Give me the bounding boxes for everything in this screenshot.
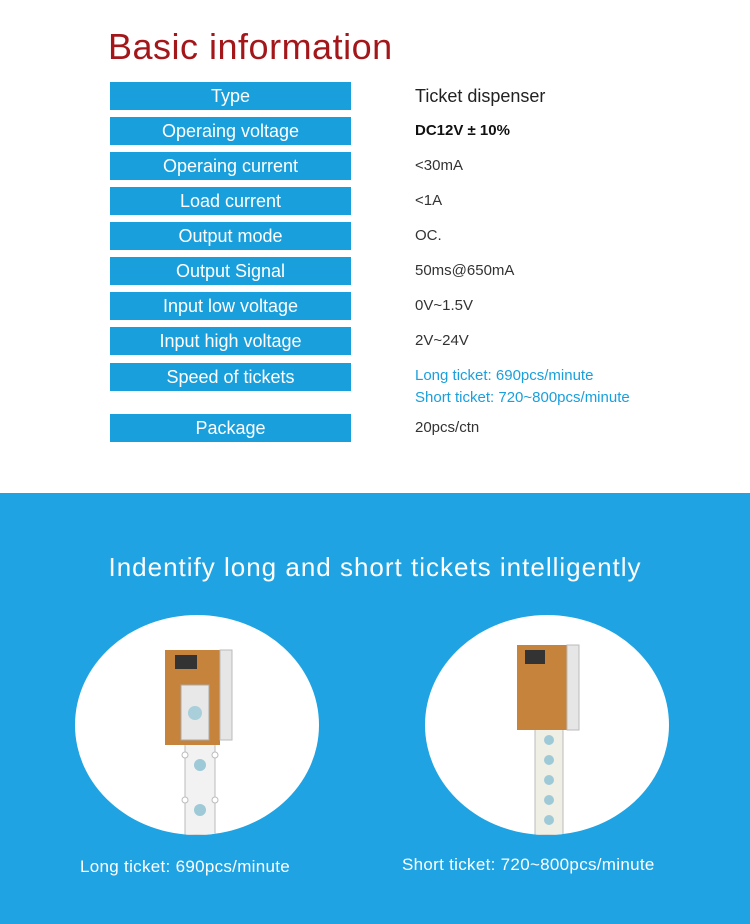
banner-title: Indentify long and short tickets intelligently — [108, 552, 642, 582]
spec-value: Ticket dispenser — [415, 86, 546, 106]
spec-row-output-mode — [110, 222, 710, 250]
spec-row-output-signal — [110, 257, 710, 285]
spec-value: <1A — [415, 192, 443, 209]
long-ticket-caption: Long ticket: 690pcs/minute — [80, 857, 291, 876]
spec-row-speed — [110, 363, 710, 411]
short-ticket-caption: Short ticket: 720~800pcs/minute — [402, 855, 655, 874]
spec-value: 0V~1.5V — [415, 297, 473, 314]
page-title: Basic information — [108, 26, 393, 67]
short-ticket-photo — [425, 615, 669, 835]
spec-label: Type — [110, 82, 351, 110]
long-ticket-dispenser-image — [75, 615, 319, 835]
spec-value: DC12V ± 10% — [415, 122, 510, 139]
short-ticket-dispenser-image — [425, 615, 669, 835]
spec-value: OC. — [415, 227, 442, 244]
spec-label: Operaing voltage — [110, 117, 351, 145]
spec-value: 2V~24V — [415, 332, 469, 349]
spec-value: <30mA — [415, 157, 463, 174]
spec-label: Input high voltage — [110, 327, 351, 355]
spec-value-short: Short ticket: 720~800pcs/minute — [415, 389, 630, 406]
spec-row-input-high — [110, 327, 710, 355]
spec-label: Output mode — [110, 222, 351, 250]
spec-row-current — [110, 152, 710, 180]
spec-label: Load current — [110, 187, 351, 215]
spec-label: Package — [110, 414, 351, 442]
spec-row-voltage — [110, 117, 710, 145]
long-ticket-photo — [75, 615, 319, 835]
spec-label: Operaing current — [110, 152, 351, 180]
spec-label: Input low voltage — [110, 292, 351, 320]
spec-row-package — [110, 414, 710, 442]
spec-value: 20pcs/ctn — [415, 419, 480, 436]
spec-row-load-current — [110, 187, 710, 215]
spec-label: Speed of tickets — [110, 363, 351, 391]
spec-row-type — [110, 82, 710, 110]
spec-value: 50ms@650mA — [415, 262, 515, 279]
spec-value-long: Long ticket: 690pcs/minute — [415, 367, 594, 384]
spec-label: Output Signal — [110, 257, 351, 285]
spec-row-input-low — [110, 292, 710, 320]
